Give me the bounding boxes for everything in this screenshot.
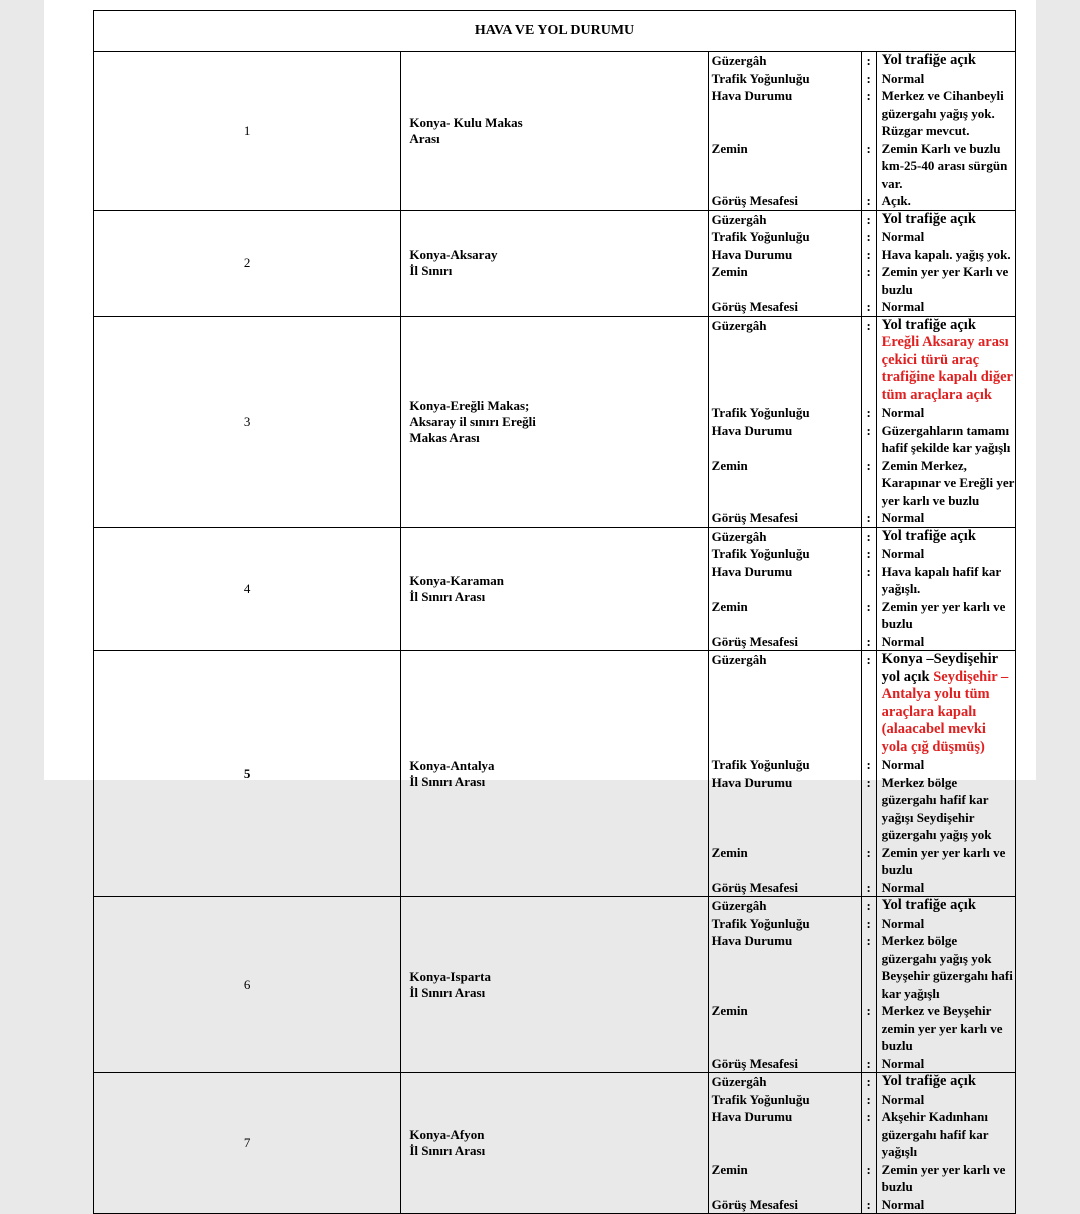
separator-colon: : (861, 879, 877, 897)
weather-value: Hava kapalı hafif kar yağışlı. (881, 563, 1001, 596)
ground-label: Zemin (711, 1003, 748, 1018)
table-row (94, 1073, 1016, 1214)
row-number: 5 (94, 651, 401, 897)
route-status-value (877, 317, 1015, 405)
ground-value: Zemin yer yer karlı ve buzlu (881, 598, 1006, 631)
traffic-label: Trafik Yoğunluğu (711, 405, 810, 420)
details-grid (709, 52, 1015, 210)
separator-colon: : (861, 87, 877, 140)
route-name-line: İl Sınırı Arası (409, 984, 486, 1000)
separator-colon: : (861, 52, 877, 70)
route-details (708, 651, 1015, 897)
weather-label: Hava Durumu (711, 563, 793, 579)
table-title: HAVA VE YOL DURUMU (94, 11, 1016, 52)
visibility-label: Görüş Mesafesi (711, 193, 798, 208)
ground-label: Zemin (711, 598, 748, 614)
visibility-label: Görüş Mesafesi (711, 633, 798, 649)
route-details (708, 897, 1015, 1073)
route-details (708, 316, 1015, 527)
route-label: Güzergâh (711, 317, 767, 333)
row-number: 2 (94, 210, 401, 316)
separator-colon: : (861, 1196, 877, 1214)
visibility-value: Normal (881, 879, 925, 895)
weather-value: Merkez ve Cihanbeyli güzergahı yağış yok. Rüzgar mevcut. (881, 88, 1004, 138)
route-name-line: Konya-Afyon (409, 1127, 485, 1142)
row-number: 6 (94, 897, 401, 1073)
details-grid (709, 1073, 1015, 1213)
separator-colon: : (861, 457, 877, 510)
route-name (401, 527, 708, 651)
traffic-value: Normal (881, 546, 925, 561)
visibility-label: Görüş Mesafesi (711, 879, 798, 895)
details-grid (709, 897, 1015, 1072)
route-name-line: Konya-Isparta (409, 968, 491, 984)
route-name-line: Konya-Karaman (409, 572, 504, 588)
separator-colon: : (861, 422, 877, 457)
details-grid (709, 528, 1015, 651)
route-name (401, 651, 708, 897)
separator-colon: : (861, 1002, 877, 1055)
ground-value: Zemin yer yer Karlı ve buzlu (881, 264, 1009, 297)
separator-colon: : (861, 140, 877, 193)
visibility-value: Normal (881, 510, 925, 525)
route-warning-note: Ereğli Aksaray arası çekici türü araç trafiğine kapalı diğer tüm araçlara açık (881, 334, 1013, 403)
ground-label: Zemin (711, 140, 748, 156)
route-name (401, 52, 708, 211)
route-name (401, 210, 708, 316)
route-name-line: İl Sınırı Arası (409, 1143, 486, 1158)
table-row (94, 897, 1016, 1073)
visibility-value: Normal (881, 1055, 925, 1071)
route-label: Güzergâh (711, 211, 767, 227)
route-label: Güzergâh (711, 1074, 767, 1089)
visibility-value: Normal (881, 633, 925, 649)
separator-colon: : (861, 1161, 877, 1196)
route-warning-note: Seydişehir –Antalya yolu tüm araçlara kapalı (alaacabel mevki yola çığ düşmüş) (881, 668, 1009, 755)
separator-colon: : (861, 528, 877, 546)
separator-colon: : (861, 932, 877, 1002)
traffic-label: Trafik Yoğunluğu (711, 757, 810, 772)
weather-value: Merkez bölge güzergahı yağış yok Beyşehir güzergahı hafi kar yağışlı (881, 933, 1013, 1001)
traffic-label: Trafik Yoğunluğu (711, 546, 810, 561)
route-label: Güzergâh (711, 652, 767, 667)
visibility-value: Açık. (881, 193, 911, 208)
route-label: Güzergâh (711, 53, 767, 68)
weather-value: Akşehir Kadınhanı güzergahı hafif kar yağışlı (881, 1109, 989, 1159)
traffic-label: Trafik Yoğunluğu (711, 70, 810, 86)
separator-colon: : (861, 756, 877, 774)
weather-label: Hava Durumu (711, 246, 793, 262)
separator-colon: : (861, 897, 877, 915)
weather-label: Hava Durumu (711, 422, 793, 438)
separator-colon: : (861, 598, 877, 633)
route-status: Yol trafiğe açık (881, 52, 976, 68)
route-label: Güzergâh (711, 528, 767, 544)
table-row (94, 210, 1016, 316)
separator-colon: : (861, 298, 877, 316)
separator-colon: : (861, 1055, 877, 1073)
ground-label: Zemin (711, 457, 748, 473)
separator-colon: : (861, 211, 877, 229)
ground-value: Merkez ve Beyşehir zemin yer yer karlı ve buzlu (881, 1003, 1003, 1053)
route-name (401, 316, 708, 527)
ground-value: Zemin Karlı ve buzlu km-25-40 arası sürgün var. (881, 140, 1008, 191)
traffic-value: Normal (881, 915, 925, 931)
separator-colon: : (861, 774, 877, 844)
table-row (94, 316, 1016, 527)
separator-colon: : (861, 263, 877, 298)
road-weather-table (93, 10, 1016, 1214)
route-name-line: Konya-Aksaray (409, 247, 498, 262)
table-row (94, 527, 1016, 651)
ground-value: Zemin yer yer karlı ve buzlu (881, 1161, 1006, 1194)
row-number: 4 (94, 527, 401, 651)
table-row (94, 52, 1016, 211)
separator-colon: : (861, 1073, 877, 1091)
route-status: Yol trafiğe açık (881, 897, 976, 913)
separator-colon: : (861, 915, 877, 933)
separator-colon: : (861, 545, 877, 563)
separator-colon: : (861, 228, 877, 246)
ground-value: Zemin Merkez, Karapınar ve Ereğli yer yer karlı ve buzlu (881, 457, 1015, 508)
weather-label: Hava Durumu (711, 88, 793, 103)
route-status-value (877, 1073, 1015, 1091)
traffic-label: Trafik Yoğunluğu (711, 915, 810, 931)
ground-label: Zemin (711, 844, 748, 860)
route-status: Yol trafiğe açık (881, 316, 976, 333)
separator-colon: : (861, 246, 877, 264)
separator-colon: : (861, 509, 877, 527)
visibility-label: Görüş Mesafesi (711, 299, 798, 314)
separator-colon: : (861, 192, 877, 210)
separator-colon: : (861, 70, 877, 88)
traffic-value: Normal (881, 229, 925, 244)
separator-colon: : (861, 563, 877, 598)
weather-value: Merkez bölge güzergahı hafif kar yağışı Seydişehir güzergahı yağış yok (881, 774, 992, 842)
route-details (708, 1073, 1015, 1214)
row-number: 3 (94, 316, 401, 527)
visibility-label: Görüş Mesafesi (711, 1196, 798, 1212)
route-status-value (877, 897, 1015, 915)
visibility-value: Normal (881, 1196, 925, 1212)
visibility-value: Normal (881, 299, 925, 314)
route-name-line: Arası (409, 130, 440, 146)
route-status-value (877, 651, 1015, 756)
weather-value: Güzergahların tamamı hafif şekilde kar yağışlı (881, 422, 1011, 455)
weather-label: Hava Durumu (711, 1109, 793, 1124)
route-status: Yol trafiğe açık (881, 1073, 976, 1089)
separator-colon: : (861, 317, 877, 405)
separator-colon: : (861, 1091, 877, 1109)
route-status-value (877, 52, 1015, 70)
separator-colon: : (861, 844, 877, 879)
route-name-line: Konya-Ereğli Makas; (409, 397, 530, 413)
details-grid (709, 211, 1015, 316)
separator-colon: : (861, 404, 877, 422)
route-name (401, 1073, 708, 1214)
table-row (94, 651, 1016, 897)
route-details (708, 52, 1015, 211)
row-number: 7 (94, 1073, 401, 1214)
traffic-label: Trafik Yoğunluğu (711, 229, 810, 244)
route-status: Konya –Seydişehir yol açık (881, 651, 998, 685)
route-status: Yol trafiğe açık (881, 527, 976, 544)
route-name-line: Konya-Antalya (409, 757, 495, 773)
traffic-value: Normal (881, 757, 925, 772)
visibility-label: Görüş Mesafesi (711, 510, 798, 525)
ground-label: Zemin (711, 264, 748, 279)
weather-label: Hava Durumu (711, 774, 793, 790)
weather-label: Hava Durumu (711, 933, 793, 948)
separator-colon: : (861, 633, 877, 651)
route-details (708, 210, 1015, 316)
traffic-value: Normal (881, 405, 925, 420)
route-label: Güzergâh (711, 898, 767, 913)
weather-value: Hava kapalı. yağış yok. (881, 246, 1011, 262)
ground-value: Zemin yer yer karlı ve buzlu (881, 844, 1006, 877)
route-name-line: İl Sınırı Arası (409, 588, 486, 604)
row-number: 1 (94, 52, 401, 211)
separator-colon: : (861, 651, 877, 756)
separator-colon: : (861, 1108, 877, 1161)
route-status-value (877, 528, 1015, 546)
route-name-line: Konya- Kulu Makas (409, 114, 523, 130)
ground-label: Zemin (711, 1161, 748, 1177)
route-details (708, 527, 1015, 651)
route-status-value (877, 211, 1015, 229)
details-grid (709, 651, 1015, 896)
traffic-label: Trafik Yoğunluğu (711, 1091, 810, 1107)
route-status: Yol trafiğe açık (881, 210, 976, 227)
route-name-line: İl Sınırı Arası (409, 773, 486, 789)
route-name-line: İl Sınırı (409, 263, 453, 278)
traffic-value: Normal (881, 70, 925, 86)
visibility-label: Görüş Mesafesi (711, 1055, 798, 1071)
route-name-line: Aksaray il sınırı Ereğli (409, 413, 536, 429)
traffic-value: Normal (881, 1091, 925, 1107)
route-name (401, 897, 708, 1073)
route-name-line: Makas Arası (409, 429, 480, 445)
details-grid (709, 317, 1015, 527)
